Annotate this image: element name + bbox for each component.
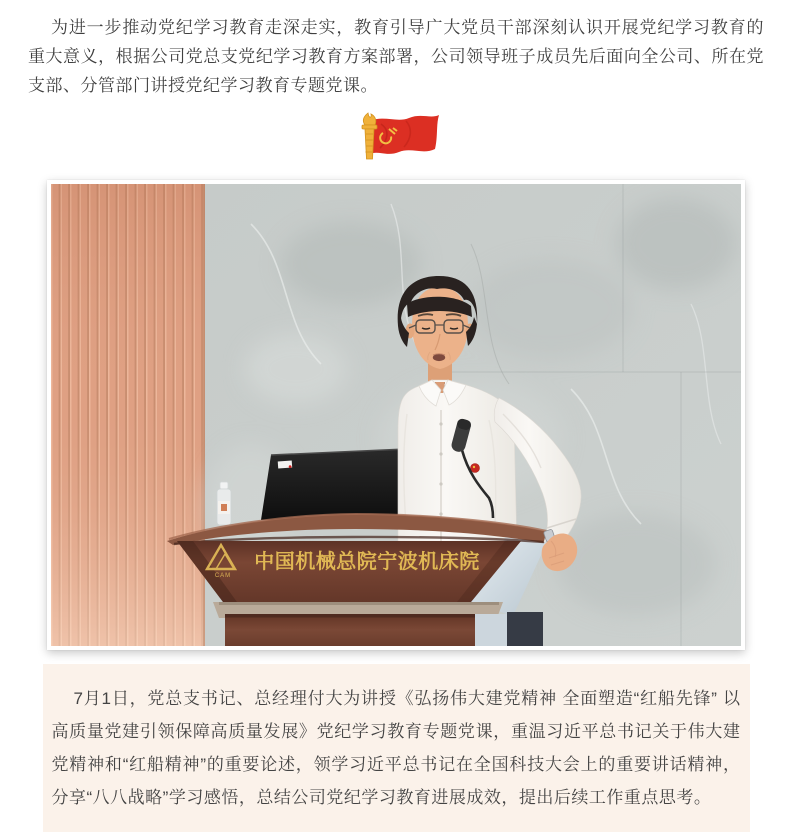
party-flag-icon (350, 112, 442, 162)
party-badge-star (473, 466, 475, 468)
speech-photo (47, 180, 745, 650)
party-flag-svg (350, 112, 442, 162)
podium-pedestal (225, 614, 475, 646)
podium-title-text: 中国机械总院宁波机床院 (254, 549, 480, 573)
torch-pole (365, 129, 374, 159)
torch-flame (363, 113, 375, 125)
thinkpad-logo (278, 461, 292, 469)
podium-pedestal-side (475, 614, 507, 646)
intro-paragraph: 为进一步推动党纪学习教育走深走实，教育引导广大党员干部深刻认识开展党纪学习教育的重大意义，根据公司党总支党纪学习教育方案部署，公司领导班子成员先后面向全公司、所在党支部、分管部门讲授党纪学习教育专题党课。 (28, 18, 764, 95)
podium-logo-caption: CAM (214, 573, 232, 579)
highlight-paragraph: 7月1日，党总支书记、总经理付大为讲授《弘扬伟大建党精神 全面塑造“红船先锋” 以高质量党建引领保障高质量发展》党纪学习教育专题党课，重温习近平总书记关于伟大建党精神和“红船精神”的重要论述，领学习近平总书记在全国科技大会上的重要讲话精神，分享“八八战略”学习感悟，总结公司党纪学习教育进展成效，提出后续工作重点思考。 (43, 664, 750, 832)
party-badge (471, 464, 480, 473)
torch-cap (362, 125, 377, 129)
mouth (433, 354, 445, 361)
wood-slat-wall (51, 184, 206, 646)
photo-canvas (51, 184, 741, 646)
speaker-trousers (507, 612, 543, 646)
